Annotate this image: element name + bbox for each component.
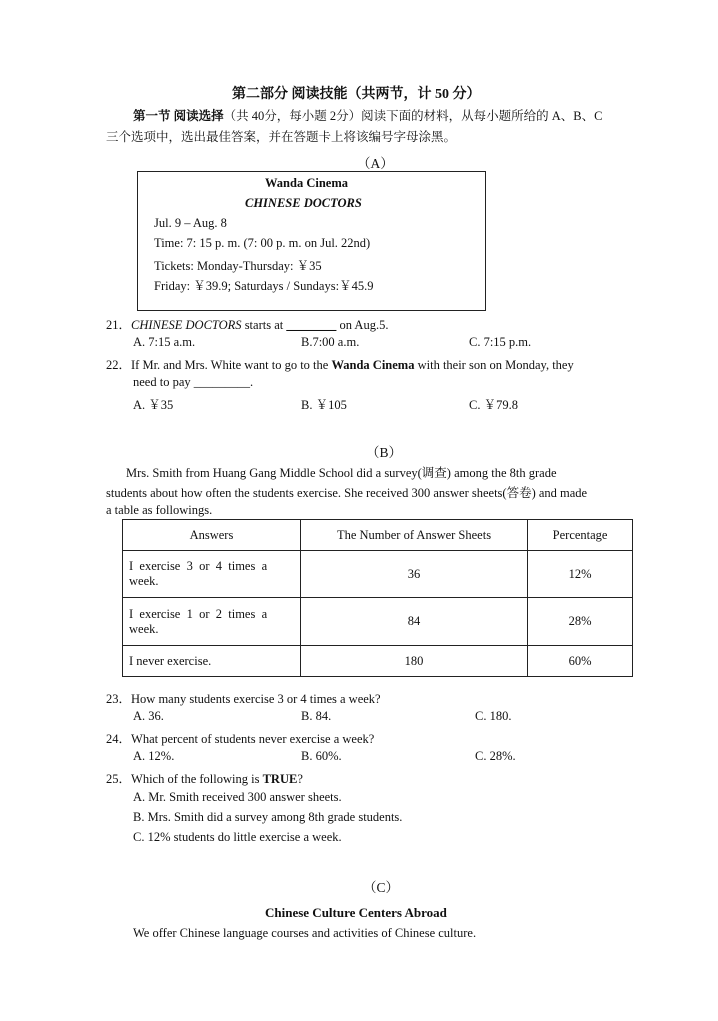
movie-title-ref: CHINESE DOCTORS bbox=[131, 318, 242, 332]
q24-option-a: A. 12%. bbox=[133, 749, 175, 763]
table-cell-percent: 60% bbox=[528, 646, 633, 677]
q22-option-a: A. ￥35 bbox=[133, 398, 174, 412]
cinema-name: Wanda Cinema bbox=[265, 176, 349, 190]
q21-option-b: B.7:00 a.m. bbox=[301, 335, 360, 349]
section-instructions-line2: 三个选项中，选出最佳答案，并在答题卡上将该编号字母涂黑。 bbox=[106, 130, 457, 144]
table-cell-percent: 28% bbox=[528, 598, 633, 646]
question-text: If Mr. and Mrs. White want to go to the bbox=[131, 358, 332, 372]
question-23 bbox=[106, 689, 381, 707]
section-label: 第一节 阅读选择 bbox=[133, 109, 224, 123]
q24-option-b: B. 60%. bbox=[301, 749, 342, 763]
question-text: What percent of students never exercise a week? bbox=[131, 732, 375, 746]
question-25 bbox=[106, 769, 303, 787]
question-text: How many students exercise 3 or 4 times a week? bbox=[131, 692, 381, 706]
table-header: Percentage bbox=[528, 520, 633, 551]
question-number: 24． bbox=[106, 732, 132, 746]
passage-b-line3: a table as followings. bbox=[106, 503, 213, 517]
ticket-weekday: Tickets: Monday-Thursday: ￥35 bbox=[154, 259, 322, 273]
table-cell-answer: I exercise 3 or 4 times a week. bbox=[123, 551, 301, 598]
section-instructions-text: （共 40分，每小题 2分）阅读下面的材料，从每小题所给的 A、B、C bbox=[223, 109, 603, 123]
question-text: starts at bbox=[241, 318, 287, 332]
true-keyword: TRUE bbox=[262, 772, 298, 786]
part-title: 第二部分 阅读技能（共两节，计 50 分） bbox=[232, 87, 481, 102]
cinema-name-ref: Wanda Cinema bbox=[331, 358, 415, 372]
q22-option-b: B. ￥105 bbox=[301, 398, 347, 412]
q25-option-c: C. 12% students do little exercise a week. bbox=[133, 830, 342, 844]
question-number: 21． bbox=[106, 318, 132, 332]
answer-blank: ________ bbox=[286, 318, 337, 332]
passage-b-label: （B） bbox=[366, 445, 403, 460]
q23-option-b: B. 84. bbox=[301, 709, 332, 723]
question-number: 23． bbox=[106, 692, 132, 706]
table-cell-number: 84 bbox=[300, 598, 527, 646]
q21-option-a: A. 7:15 a.m. bbox=[133, 335, 196, 349]
question-22-line2: need to pay _________. bbox=[133, 375, 254, 389]
passage-c-label: （C） bbox=[363, 880, 400, 895]
table-cell-answer: I never exercise. bbox=[123, 646, 301, 677]
question-text-end: on Aug.5. bbox=[336, 318, 389, 332]
section-instructions-line1 bbox=[133, 106, 602, 124]
question-text-end: ? bbox=[297, 772, 303, 786]
q24-option-c: C. 28%. bbox=[475, 749, 516, 763]
table-header-row bbox=[123, 520, 633, 551]
q23-option-c: C. 180. bbox=[475, 709, 512, 723]
question-number: 25． bbox=[106, 772, 132, 786]
ticket-weekend: Friday: ￥39.9; Saturdays / Sundays:￥45.9 bbox=[154, 279, 374, 293]
table-cell-number: 180 bbox=[300, 646, 527, 677]
q23-option-a: A. 36. bbox=[133, 709, 164, 723]
q21-option-c: C. 7:15 p.m. bbox=[469, 335, 532, 349]
table-cell-answer: I exercise 1 or 2 times a week. bbox=[123, 598, 301, 646]
table-row bbox=[123, 551, 633, 598]
table-row bbox=[123, 646, 633, 677]
show-dates: Jul. 9 – Aug. 8 bbox=[154, 216, 227, 230]
table-header: The Number of Answer Sheets bbox=[300, 520, 527, 551]
question-number: 22． bbox=[106, 358, 132, 372]
q25-option-b: B. Mrs. Smith did a survey among 8th grade students. bbox=[133, 810, 403, 824]
table-header: Answers bbox=[123, 520, 301, 551]
survey-table bbox=[122, 519, 633, 677]
passage-b-line2: students about how often the students exercise. She received 300 answer sheets(答卷) and made bbox=[106, 486, 588, 500]
question-text: Which of the following is bbox=[131, 772, 263, 786]
movie-title: CHINESE DOCTORS bbox=[245, 196, 362, 210]
passage-c-line1: We offer Chinese language courses and activities of Chinese culture. bbox=[133, 926, 477, 940]
question-22 bbox=[106, 355, 574, 373]
q25-option-a: A. Mr. Smith received 300 answer sheets. bbox=[133, 790, 342, 804]
question-21 bbox=[106, 315, 388, 333]
table-cell-percent: 12% bbox=[528, 551, 633, 598]
show-time: Time: 7: 15 p. m. (7: 00 p. m. on Jul. 22nd) bbox=[154, 236, 371, 250]
passage-c-title: Chinese Culture Centers Abroad bbox=[265, 905, 447, 920]
question-text-end: with their son on Monday, they bbox=[414, 358, 574, 372]
cinema-ad-box bbox=[137, 171, 486, 311]
table-cell-number: 36 bbox=[300, 551, 527, 598]
table-row bbox=[123, 598, 633, 646]
passage-a-label: （A） bbox=[357, 156, 394, 171]
q22-option-c: C. ￥79.8 bbox=[469, 398, 518, 412]
question-24 bbox=[106, 729, 374, 747]
passage-b-line1: Mrs. Smith from Huang Gang Middle School did a survey(调查) among the 8th grade bbox=[126, 466, 557, 480]
